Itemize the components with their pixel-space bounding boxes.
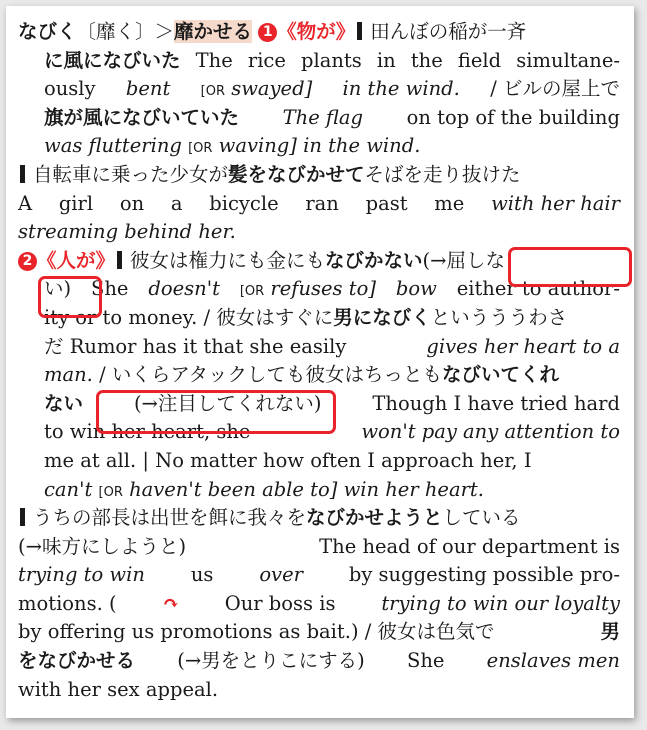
translation: swayed]: [231, 77, 313, 101]
entry-line: [18, 18, 620, 47]
example-text: ously: [44, 77, 96, 101]
paraphrase-note: (→味方にしようと): [18, 534, 187, 558]
word: on: [119, 191, 145, 215]
paraphrase-note: (→注目してくれない): [133, 391, 322, 415]
translation: She: [91, 277, 129, 301]
entry-line: [18, 47, 620, 76]
entry-line: [18, 333, 620, 362]
or-marker: [OR: [239, 284, 265, 300]
translation: can't: [44, 477, 93, 501]
translation: us: [190, 563, 214, 587]
example-phrase: 男になびく: [333, 305, 431, 329]
translation: motions. (: [18, 591, 117, 615]
sense-label-2: 《人が》: [37, 248, 116, 272]
translation: to win her heart, she: [44, 420, 251, 444]
translation: Though I have tried hard: [372, 391, 620, 415]
example-text: / いくらアタックしても彼女はちっとも: [99, 363, 442, 387]
translation: me at all. | No matter how often I approach her, I: [44, 448, 532, 472]
sense-label-1: 《物が》: [277, 20, 356, 43]
example-phrase: なびいてくれ: [441, 363, 559, 387]
translation: streaming behind her.: [18, 220, 236, 244]
entry-line: [18, 132, 620, 161]
translation: haven't been able to]: [129, 477, 338, 501]
translation: refuses to]: [270, 277, 376, 301]
entry-line: [18, 75, 620, 104]
word: a: [170, 191, 183, 215]
translation: either to author-: [456, 277, 620, 301]
translation: by offering us promotions as bait.) / 彼女は色気で: [18, 620, 495, 644]
example-phrase: なびかせようと: [306, 506, 443, 530]
translation: with her hair: [491, 191, 620, 215]
bullet-icon: [20, 165, 25, 183]
entry-line: [18, 418, 620, 447]
translation: in the wind.: [342, 77, 460, 101]
entry-line: [18, 104, 620, 133]
entry-line: [18, 247, 620, 276]
entry-line: [18, 504, 620, 533]
translation: on top of the building: [406, 105, 620, 129]
note-arrow-icon: ↷: [162, 591, 179, 615]
word: girl: [58, 191, 94, 215]
example-phrase: 男: [600, 620, 620, 644]
headword: なびく: [18, 20, 77, 43]
example-text: 自転車に乗った少女が: [33, 162, 229, 186]
example-text: している: [442, 506, 521, 530]
sense-number-2: 2: [18, 252, 37, 271]
entry-line: [18, 618, 620, 647]
causative-prefix: ＞: [154, 20, 175, 43]
example-text: そばを走り抜けた: [364, 162, 521, 186]
entry-line: [18, 447, 620, 476]
translation: gives her heart to a: [426, 334, 620, 358]
translation: The flag: [282, 105, 364, 129]
translation: bent: [125, 77, 171, 101]
word: field: [457, 48, 502, 72]
entry-line: [18, 561, 620, 590]
translation: enslaves men: [486, 649, 620, 673]
word: simultane-: [516, 48, 620, 72]
translation: win her heart.: [343, 477, 484, 501]
bullet-icon: [20, 508, 25, 526]
word: me: [434, 191, 465, 215]
entry-line: [18, 390, 620, 419]
entry-line: [18, 590, 620, 619]
translation: waving]: [218, 134, 297, 158]
entry-line: [18, 361, 620, 390]
entry-line: [18, 161, 620, 190]
word: the: [410, 48, 443, 72]
translation: trying to win our loyalty: [381, 591, 620, 615]
word: ran: [305, 191, 339, 215]
example-phrase: 髪をなびかせて: [228, 162, 365, 186]
translation: in the wind.: [303, 134, 421, 158]
example-phrase: に風になびいた: [44, 48, 181, 72]
example-phrase: ない: [44, 391, 84, 415]
example-text: / ビルの屋上で: [490, 77, 620, 101]
example-text: 田んぼの稲が一斉: [370, 20, 527, 43]
paraphrase-note: い): [44, 277, 72, 301]
example-text: 彼女は権力にも金にも: [130, 248, 326, 272]
dictionary-entry: [18, 18, 620, 704]
causative-form: 靡かせる: [174, 20, 253, 43]
bullet-icon: [117, 251, 122, 269]
headword-kanji: 〔靡く〕: [76, 20, 155, 43]
example-text: というううわさ: [430, 305, 568, 329]
translation: won't pay any attention to: [361, 420, 620, 444]
translation: bow: [395, 277, 437, 301]
or-bracket: [240, 275, 376, 304]
or-marker: [OR: [200, 84, 226, 100]
paraphrase-note: (→男をとりこにする): [177, 649, 365, 673]
or-marker: [OR: [188, 141, 213, 157]
word: in: [376, 48, 396, 72]
word: past: [365, 191, 408, 215]
or-marker: [OR: [98, 484, 123, 500]
entry-line: [18, 218, 620, 247]
dictionary-page: [6, 6, 634, 718]
or-bracket: [201, 75, 313, 104]
entry-line: [18, 647, 620, 676]
entry-line: [18, 190, 620, 219]
translation: Our boss is: [224, 591, 336, 615]
translation: over: [259, 563, 303, 587]
entry-line: [18, 275, 620, 304]
example-text: ity or to money. / 彼女はすぐに: [44, 305, 334, 329]
example-phrase: 旗が風になびいていた: [44, 105, 240, 129]
translation: She: [406, 649, 445, 673]
entry-line: [18, 676, 620, 705]
translation: trying to win: [18, 563, 145, 587]
translation: with her sex appeal.: [18, 677, 219, 701]
bullet-icon: [357, 22, 362, 40]
translation: was fluttering: [44, 134, 182, 158]
word: rice: [247, 48, 286, 72]
translation: by suggesting possible pro-: [348, 563, 620, 587]
translation: doesn't: [148, 277, 220, 301]
paraphrase-note: (→屈しな: [422, 248, 505, 272]
entry-line: [18, 304, 620, 333]
entry-line: [18, 476, 620, 505]
example-text: うちの部長は出世を餌に我々を: [33, 506, 307, 530]
translation: man.: [44, 363, 93, 387]
word: The: [195, 48, 233, 72]
example-phrase: をなびかせる: [18, 649, 136, 673]
entry-line: [18, 533, 620, 562]
word: plants: [301, 48, 362, 72]
sense-number-1: 1: [258, 23, 277, 42]
translation: The head of our department is: [319, 534, 620, 558]
word: A: [18, 191, 33, 215]
example-phrase: なびかない: [325, 248, 423, 272]
translation: だ Rumor has it that she easily: [44, 334, 347, 358]
word: bicycle: [209, 191, 279, 215]
